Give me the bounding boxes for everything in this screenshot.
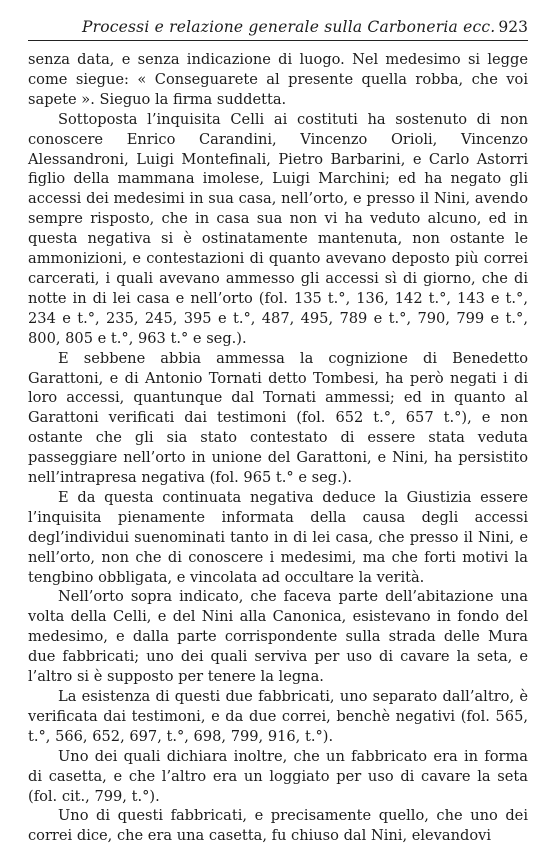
paragraph: Uno di questi fabbricati, e precisamente quello, che uno dei correi dice, che era una casetta, fu chiuso dal Nini, elevandovi bbox=[28, 807, 528, 845]
paragraph: La esistenza di questi due fabbricati, uno separato dall’altro, è verificata dai testimoni, e da due correi, benchè negativi (fol. 565, t.°, 566, 652, 697, t.°, 698, 799, 916, t.°). bbox=[28, 688, 528, 745]
paragraph: Sottoposta l’inquisita Celli ai costituti ha sostenuto di non conoscere Enrico Carandini, Vincenzo Orioli, Vincenzo Alessandroni, Luigi Montefinali, Pietro Barbarini, e Carlo Astorri figlio della mammana imolese, Luigi Marchini; ed ha negato gli accessi dei medesimi in sua casa, nell’orto, e presso il Nini, avendo sempre risposto, che in casa sua non vi ha veduto alcuno, ed in questa negativa si è ostinatamente mantenuta, non ostante le ammonizioni, e contestazioni di quanto avevano deposto più correi carcerati, i quali avevano ammesso gli accessi sì di giorno, che di notte in di lei casa e nell’orto (fol. 135 t.°, 136, 142 t.°, 143 e t.°, 234 e t.°, 235, 245, 395 e t.°, 487, 495, 789 e t.°, 790, 799 e t.°, 800, 805 e t.°, 963 t.° e seg.). bbox=[28, 110, 528, 347]
running-title: Processi e relazione generale sulla Carboneria ecc. bbox=[82, 18, 496, 36]
running-header bbox=[28, 14, 528, 41]
paragraph: E da questa continuata negativa deduce la Giustizia essere l’inquisita pienamente informata della causa degli accessi degl’individui suenominati tanto in di lei casa, che presso il Nini, e nell’orto, non che di conoscere i medesimi, ma che forti motivi la tengbino obbligata, e vincolata ad occultare la verità. bbox=[28, 488, 528, 586]
page-number: 923 bbox=[498, 18, 528, 36]
paragraph: Uno dei quali dichiara inoltre, che un fabbricato era in forma di casetta, e che l’altro era un loggiato per uso di cavare la seta (fol. cit., 799, t.°). bbox=[28, 747, 528, 805]
paragraph: senza data, e senza indicazione di luogo. Nel medesimo si legge come siegue: « Conseguarete al presente quella robba, che voi sapete ». Sieguo la firma suddetta. bbox=[28, 51, 528, 108]
body-text bbox=[28, 50, 528, 846]
paragraph: E sebbene abbia ammessa la cognizione di Benedetto Garattoni, e di Antonio Tornati detto Tombesi, ha però negati i di loro accessi, quantunque dal Tornati ammessi; ed in quanto al Garattoni verificati dai testimoni (fol. 652 t.°, 657 t.°), e non ostante che gli sia stato contestato di essere stata veduta passeggiare nell’orto in unione del Garattoni, e Nini, ha persistito nell’intrapresa negativa (fol. 965 t.° e seg.). bbox=[28, 349, 528, 487]
book-page bbox=[28, 14, 528, 846]
paragraph: Nell’orto sopra indicato, che faceva parte dell’abitazione una volta della Celli, e del Nini alla Canonica, esistevano in fondo del medesimo, e dalla parte corrispondente sulla strada delle Mura due fabbricati; uno dei quali serviva per uso di cavare la seta, e l’altro si è supposto per tenere la legna. bbox=[28, 588, 528, 686]
